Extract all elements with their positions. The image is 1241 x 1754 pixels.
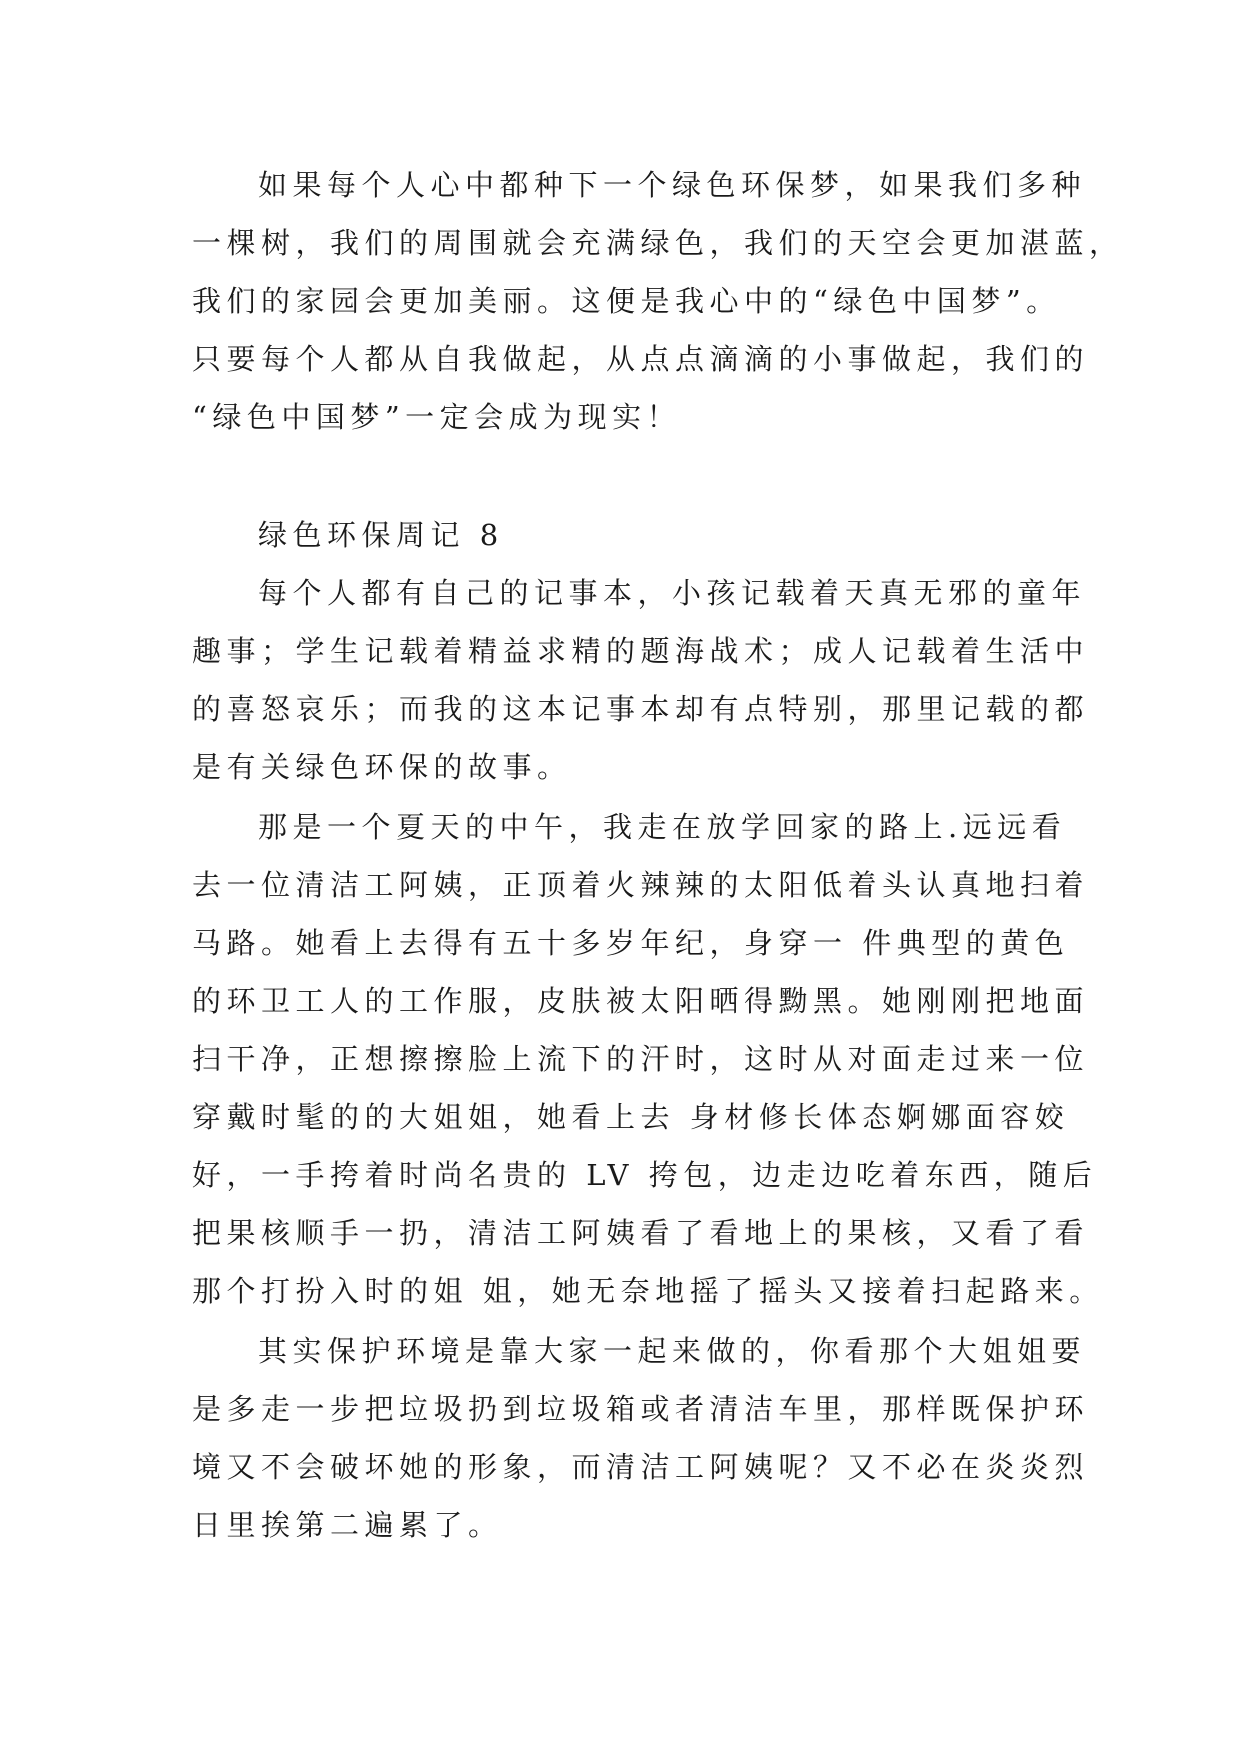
- paragraph-line: 的喜怒哀乐；而我的这本记事本却有点特别，那里记载的都: [192, 692, 1090, 726]
- paragraph-line: 境又不会破坏她的形象，而清洁工阿姨呢？又不必在炎炎烈: [192, 1450, 1090, 1484]
- paragraph-line: 是多走一步把垃圾扔到垃圾箱或者清洁车里，那样既保护环: [192, 1392, 1090, 1426]
- paragraph-line: 趣事；学生记载着精益求精的题海战术；成人记载着生活中: [192, 634, 1090, 668]
- section-title: 绿色环保周记 8: [258, 518, 504, 552]
- paragraph-line: 那是一个夏天的中午，我走在放学回家的路上.远远看: [258, 810, 1067, 844]
- paragraph-line: 好，一手挎着时尚名贵的 LV 挎包，边走边吃着东西，随后: [192, 1158, 1098, 1192]
- paragraph-line: 那个打扮入时的姐 姐，她无奈地摇了摇头又接着扫起路来。: [192, 1274, 1104, 1308]
- paragraph-line: 其实保护环境是靠大家一起来做的，你看那个大姐姐要: [258, 1334, 1087, 1368]
- paragraph-line: 每个人都有自己的记事本，小孩记载着天真无邪的童年: [258, 576, 1087, 610]
- paragraph-line: 如果每个人心中都种下一个绿色环保梦，如果我们多种: [258, 168, 1087, 202]
- paragraph-3: [192, 798, 1104, 1320]
- paragraph-line: 是有关绿色环保的故事。: [192, 750, 572, 784]
- paragraph-1: [192, 156, 1124, 446]
- paragraph-line: 穿戴时髦的的大姐姐，她看上去 身材修长体态婀娜面容姣: [192, 1100, 1070, 1134]
- paragraph-line: 我们的家园会更加美丽。这便是我心中的“绿色中国梦”。: [192, 284, 1061, 318]
- paragraph-line: 马路。她看上去得有五十多岁年纪，身穿一 件典型的黄色: [192, 926, 1070, 960]
- paragraph-line: 只要每个人都从自我做起，从点点滴滴的小事做起，我们的: [192, 342, 1090, 376]
- paragraph-4: [192, 1322, 1090, 1554]
- section-title-block: [192, 506, 1048, 564]
- paragraph-2: [192, 564, 1090, 796]
- paragraph-line: 去一位清洁工阿姨，正顶着火辣辣的太阳低着头认真地扫着: [192, 868, 1090, 902]
- paragraph-line: 日里挨第二遍累了。: [192, 1508, 503, 1542]
- paragraph-line: 把果核顺手一扔，清洁工阿姨看了看地上的果核，又看了看: [192, 1216, 1090, 1250]
- paragraph-line: “绿色中国梦”一定会成为现实！: [192, 400, 682, 434]
- paragraph-line: 扫干净，正想擦擦脸上流下的汗时，这时从对面走过来一位: [192, 1042, 1090, 1076]
- paragraph-line: 一棵树，我们的周围就会充满绿色，我们的天空会更加湛蓝，: [192, 226, 1124, 260]
- paragraph-line: 的环卫工人的工作服，皮肤被太阳晒得黝黑。她刚刚把地面: [192, 984, 1090, 1018]
